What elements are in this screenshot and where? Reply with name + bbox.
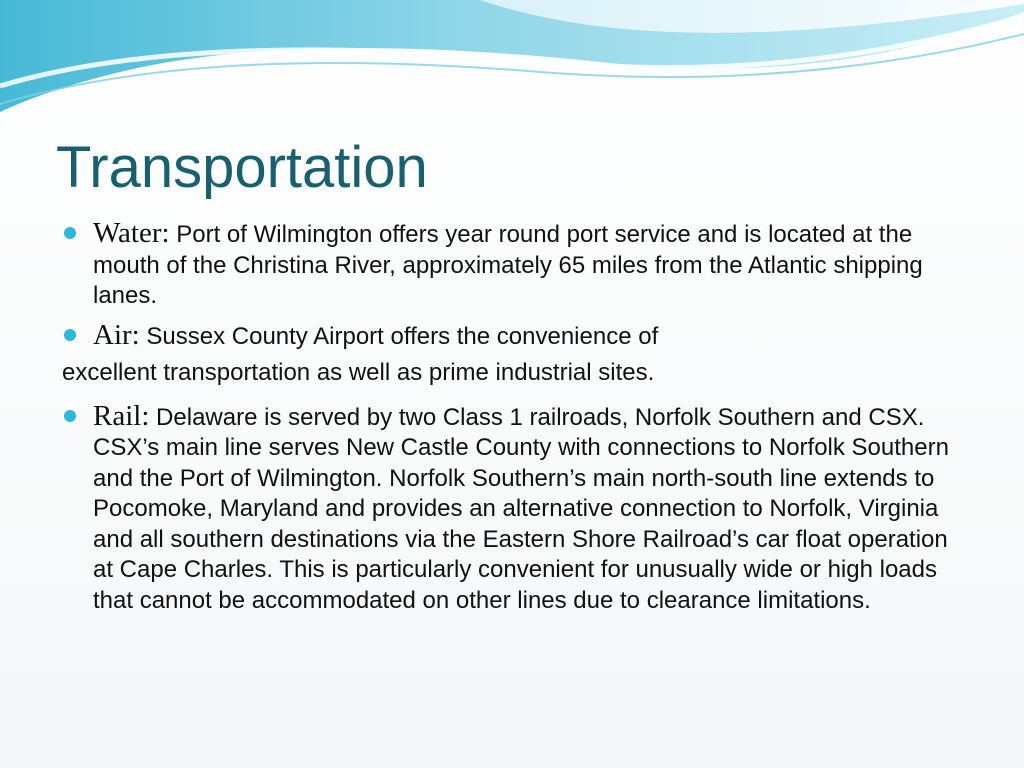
air-continuation-text: excellent transportation as well as prime industrial sites. <box>62 359 655 386</box>
bullet-icon <box>64 329 76 341</box>
bullet-term: Air: <box>93 318 140 351</box>
bullet-item-water <box>62 218 972 312</box>
bullet-item-rail <box>62 401 972 617</box>
bullet-list <box>62 218 972 624</box>
header-wave-decoration <box>0 0 1024 130</box>
bullet-text: Sussex County Airport offers the convenience of <box>139 322 659 350</box>
bullet-text: Delaware is served by two Class 1 railroads, Norfolk Southern and CSX. CSX’s main line serves New Castle County with connections to Norfolk Southern and the Port of Wilmington. Norfolk Southern’s main north-south line extends to Pocomoke, Maryland and provides an alternative connection to Norfolk, Virginia and all southern destinations via the Eastern Shore Railroad’s car float operation at Cape Charles. This is particularly convenient for unusually wide or high loads that cannot be accommodated on other lines due to clearance limitations. <box>93 403 949 614</box>
bullet-icon <box>64 410 76 422</box>
bullet-text: Port of Wilmington offers year round port service and is located at the mouth of the Christina River, approximately 65 miles from the Atlantic shipping lanes. <box>93 221 923 309</box>
bullet-term: Water: <box>93 217 170 249</box>
slide-title: Transportation <box>56 135 428 200</box>
bullet-icon <box>64 227 76 239</box>
bullet-term: Rail: <box>93 399 150 432</box>
bullet-item-air <box>62 320 972 353</box>
